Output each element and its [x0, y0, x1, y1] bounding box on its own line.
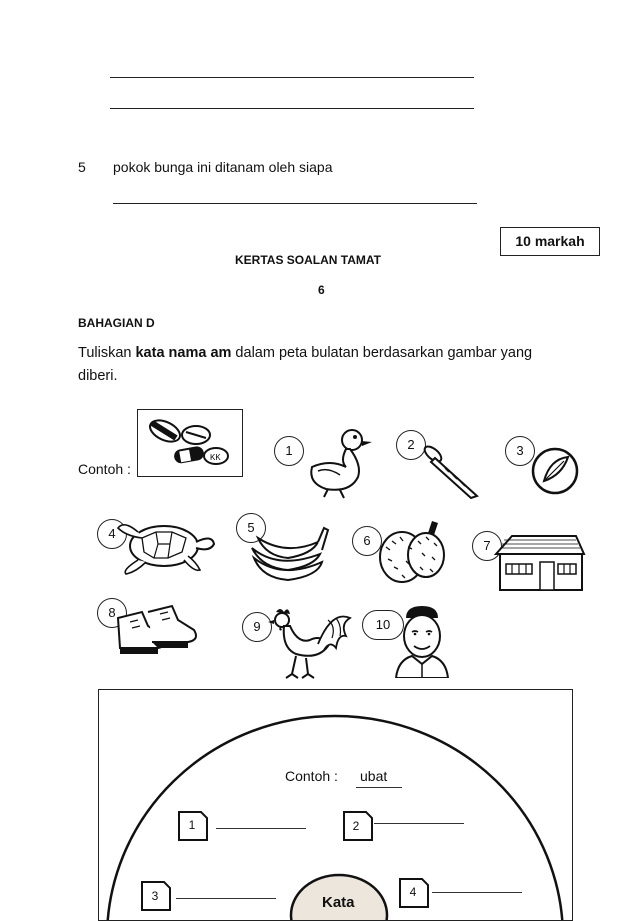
picture-number-10: 10: [362, 610, 404, 640]
picture-number-2: 2: [396, 430, 426, 460]
slot-answer-line-1[interactable]: [216, 828, 306, 829]
instruction-line-1: [78, 345, 532, 361]
question-5-answer-line[interactable]: [113, 203, 477, 204]
slot-answer-line-3[interactable]: [176, 898, 276, 899]
instruction-post: dalam peta bulatan berdasarkan gambar yang: [231, 345, 533, 361]
slot-answer-line-4[interactable]: [432, 892, 522, 893]
question-5-text: pokok bunga ini ditanam oleh siapa: [113, 159, 333, 175]
rooster-icon: [262, 604, 352, 680]
picture-number-1: 1: [274, 436, 304, 466]
instruction-pre: Tuliskan: [78, 345, 136, 361]
page-number: 6: [318, 283, 325, 297]
picture-number-8: 8: [97, 598, 127, 628]
marks-box: 10 markah: [500, 227, 600, 256]
picture-number-6: 6: [352, 526, 382, 556]
instruction-line-2: diberi.: [78, 368, 118, 384]
marble-icon: [528, 445, 583, 497]
contoh-label: Contoh :: [78, 461, 131, 477]
house-icon: [492, 528, 586, 594]
circle-map-example-label: Contoh :: [285, 768, 338, 784]
man-icon: [388, 602, 454, 678]
circle-map-example-answer: ubat: [360, 768, 388, 784]
end-title: KERTAS SOALAN TAMAT: [235, 253, 381, 267]
duck-icon: [300, 425, 380, 500]
picture-number-9: 9: [242, 612, 272, 642]
circle-map-center-label: Kata: [322, 894, 355, 911]
durian-icon: [372, 517, 450, 587]
slot-answer-line-2[interactable]: [374, 823, 464, 824]
svg-text:KK: KK: [210, 453, 221, 462]
slot-number-2: 2: [352, 819, 360, 833]
picture-number-4: 4: [97, 519, 127, 549]
picture-number-7: 7: [472, 531, 502, 561]
answer-line-1[interactable]: [110, 77, 474, 78]
medicine-icon: [138, 410, 242, 476]
answer-line-2[interactable]: [110, 108, 474, 109]
shoes-icon: [112, 602, 204, 658]
banana-icon: [248, 520, 330, 582]
circle-map-example-underline: [356, 787, 402, 788]
picture-number-5: 5: [236, 513, 266, 543]
example-picture-frame: [137, 409, 243, 477]
section-heading: BAHAGIAN D: [78, 316, 155, 330]
picture-number-3: 3: [505, 436, 535, 466]
slot-number-1: 1: [188, 818, 196, 832]
instruction-bold: kata nama am: [135, 345, 232, 361]
question-5-number: 5: [78, 159, 86, 175]
turtle-icon: [112, 514, 217, 578]
slot-number-4: 4: [409, 885, 417, 899]
nail-icon: [415, 440, 490, 505]
slot-number-3: 3: [151, 889, 159, 903]
